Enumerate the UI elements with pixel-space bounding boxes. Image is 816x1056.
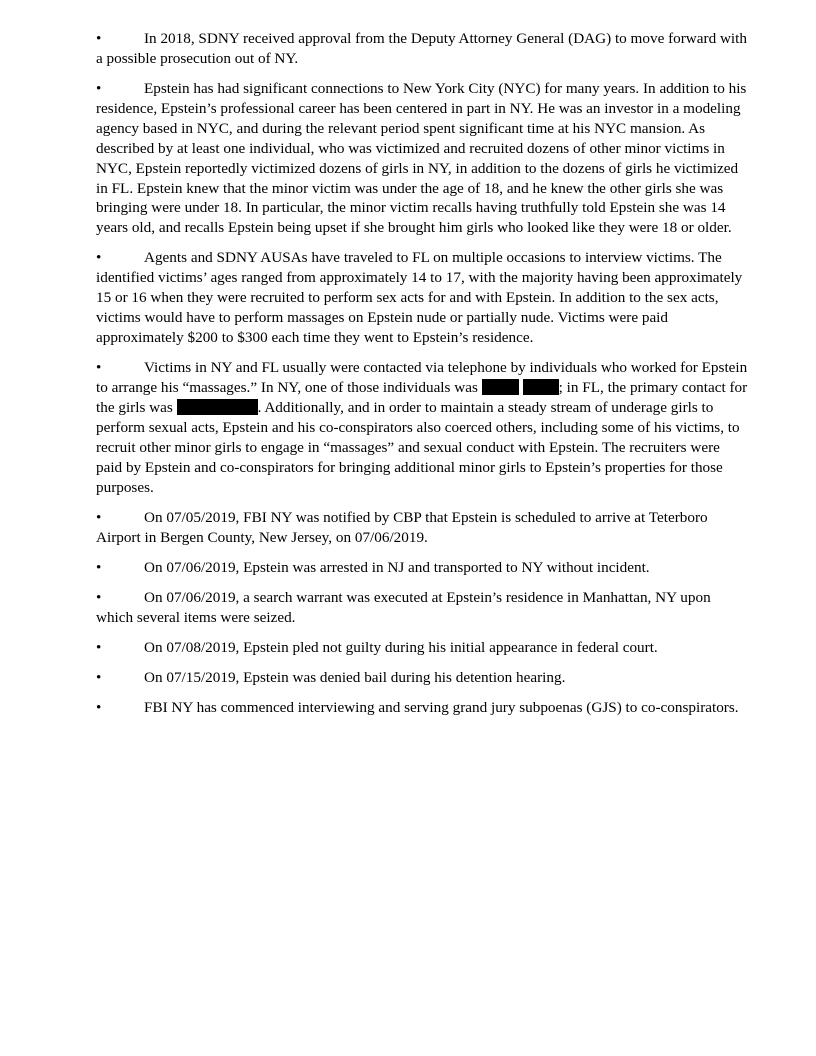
redaction-block <box>482 379 519 395</box>
bullet-item-arrest <box>96 558 748 578</box>
bullet-marker: • <box>96 249 102 267</box>
bullet-text: On 07/08/2019, Epstein pled not guilty during his initial appearance in federal court. <box>144 638 658 656</box>
bullet-text-part: Victims in NY and FL usually were contacted via telephone by individuals who worked for Epstein to arrange his “massages.” In NY, one of those individuals was <box>96 359 748 397</box>
bullet-text-part: . Additionally, and in order to maintain a steady stream of underage girls to perform sexual acts, Epstein and his co-conspirators also coerced others, including some of his victims, to recruit other minor girls to engage in “massages” and sexual conduct with Epstein. The recruiters were paid by Epstein and co-conspirators for bringing additional minor girls to Epstein’s properties for those purposes. <box>96 398 740 496</box>
bullet-text-part: ; in FL, the primary contact for the girls was <box>96 379 748 416</box>
bullet-text: On 07/15/2019, Epstein was denied bail during his detention hearing. <box>144 668 566 686</box>
bullet-text: FBI NY has commenced interviewing and serving grand jury subpoenas (GJS) to co-conspirators. <box>144 698 739 716</box>
bullet-text: On 07/06/2019, Epstein was arrested in NJ and transported to NY without incident. <box>144 558 650 576</box>
bullet-marker: • <box>96 698 102 716</box>
bullet-marker: • <box>96 359 102 377</box>
document-page <box>96 29 748 728</box>
bullet-marker: • <box>96 508 102 526</box>
bullet-marker: • <box>96 588 102 606</box>
bullet-text: On 07/05/2019, FBI NY was notified by CBP that Epstein is scheduled to arrive at Teterboro Airport in Bergen County, New Jersey, on 07/06/2019. <box>96 508 708 546</box>
bullet-text: Epstein has had significant connections to New York City (NYC) for many years. In addition to his residence, Epstein’s professional career has been centered in part in NY. He was an investor in a modeling agency based in NYC, and during the relevant period spent significant time at his NYC mansion. As described by at least one individual, who was victimized and recruited dozens of other minor victims in NYC, Epstein reportedly victimized dozens of girls in NY, in addition to the dozens of girls he victimized in FL. Epstein knew that the minor victim was under the age of 18, and he knew the other girls she was bringing were under 18. In particular, the minor victim recalls having truthfully told Epstein she was 14 years old, and recalls Epstein being upset if she brought him girls who looked like they were 18 or older. <box>96 80 747 237</box>
redaction-block <box>523 379 559 395</box>
bullet-text: Agents and SDNY AUSAs have traveled to FL on multiple occasions to interview victims. The identified victims’ ages ranged from approximately 14 to 17, with the majority having been approximately 15 or 16 when they were recruited to perform sex acts for and with Epstein. In addition to the sex acts, victims would have to perform massages on Epstein nude or partially nude. Victims were paid approximately $200 to $300 each time they went to Epstein’s residence. <box>96 249 743 347</box>
bullet-item-fl-interviews <box>96 248 748 348</box>
bullet-item-subpoenas <box>96 698 748 718</box>
redaction-block <box>177 399 258 415</box>
bullet-item-cbp-notification <box>96 508 748 548</box>
bullet-item-dag-approval <box>96 29 748 69</box>
bullet-item-bail-denied <box>96 668 748 688</box>
bullet-text: In 2018, SDNY received approval from the Deputy Attorney General (DAG) to move forward with a possible prosecution out of NY. <box>96 30 747 67</box>
bullet-text: On 07/06/2019, a search warrant was executed at Epstein’s residence in Manhattan, NY upon which several items were seized. <box>96 588 711 626</box>
bullet-marker: • <box>96 668 102 686</box>
bullet-marker: • <box>96 30 102 47</box>
bullet-item-recruiters <box>96 358 748 497</box>
bullet-item-plea <box>96 638 748 658</box>
bullet-marker: • <box>96 80 102 97</box>
bullet-marker: • <box>96 638 102 656</box>
bullet-item-search-warrant <box>96 588 748 628</box>
bullet-item-nyc-connections <box>96 79 748 238</box>
bullet-marker: • <box>96 558 102 576</box>
